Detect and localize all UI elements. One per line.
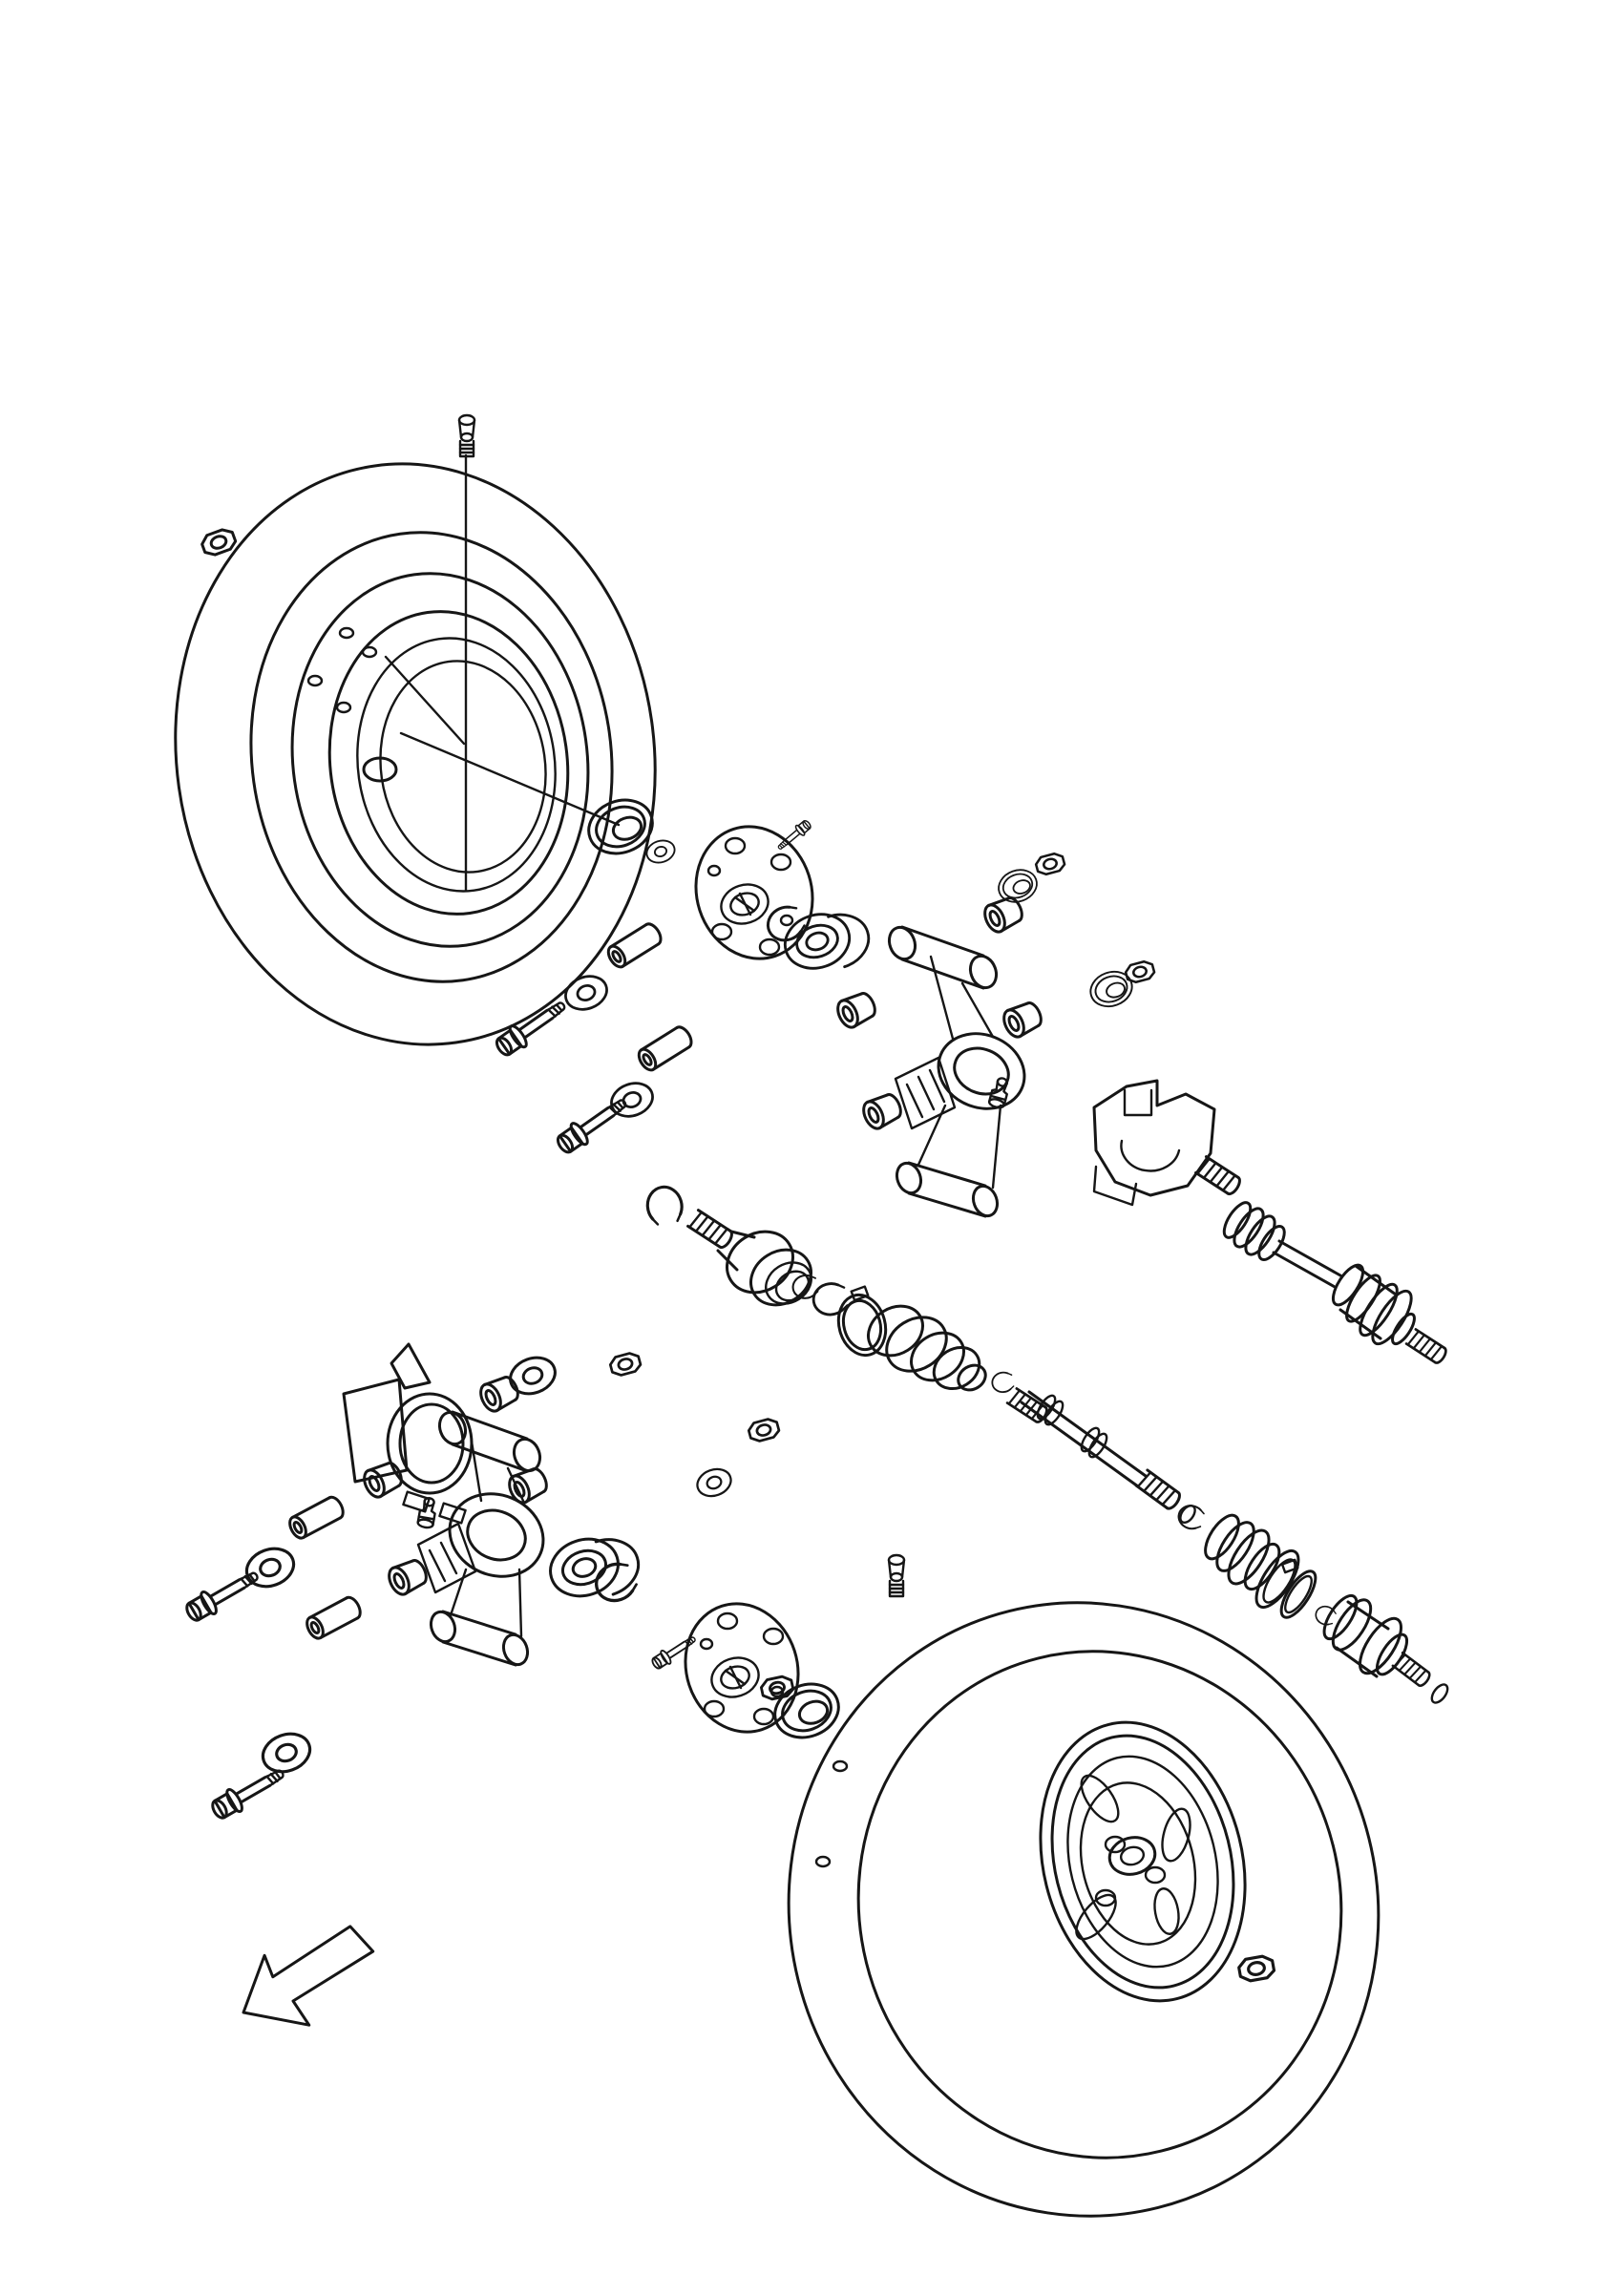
washer-35-d (693, 1464, 734, 1501)
cv-joint-outer-a (1318, 1590, 1451, 1705)
flange-nut-41-right (1125, 959, 1156, 984)
bolt-36-a (182, 1565, 263, 1626)
axle-guard-14 (1094, 1081, 1214, 1205)
bolt-40-b (554, 1092, 632, 1157)
bearing-28-lower (543, 1525, 646, 1611)
upper-knuckle-arm (885, 924, 1036, 1220)
bushing-31-b (1001, 999, 1045, 1040)
ring-j (812, 1281, 849, 1317)
front-hub-11 (679, 811, 829, 974)
valve-stem-3 (889, 1555, 904, 1596)
axle-shaft-lower-f (1022, 1392, 1198, 1526)
collar-34-a (286, 1494, 346, 1540)
circlip-m (644, 1185, 685, 1226)
bushing-31-c (834, 989, 879, 1030)
bushing-31-e (477, 1373, 522, 1414)
washer-35-a (505, 1352, 559, 1400)
rear-hub-7 (669, 1589, 814, 1746)
valve-stem-icon (459, 415, 474, 456)
bearing-holder-10 (344, 1344, 472, 1523)
boot-clamp-i (833, 1287, 893, 1361)
nut-37-right (748, 1417, 781, 1443)
collar-38-b (636, 1024, 695, 1073)
cv-joint-inner-l (688, 1211, 822, 1317)
boot-clamp-g (991, 1371, 1015, 1394)
bushing-31-d (860, 1090, 905, 1131)
cv-boot-h (859, 1296, 990, 1397)
bearing-28-front (778, 900, 875, 982)
seal-39-right (1086, 966, 1137, 1012)
axle-shaft-upper-14 (1196, 1157, 1448, 1365)
bushing-31-a (981, 894, 1026, 935)
rear-wheel (724, 1540, 1443, 2279)
washer-39-c (561, 971, 612, 1015)
fwd-arrow-icon (225, 1912, 390, 2049)
wheel-seal-33-front (581, 791, 660, 862)
boot-clamp-c (1275, 1560, 1322, 1623)
washer-35-c (258, 1728, 315, 1779)
bolt-40-a (493, 995, 571, 1060)
wheel-stud-8 (649, 1632, 698, 1672)
flange-nut-41-upper (1035, 852, 1066, 876)
lug-nut-9 (1237, 1955, 1275, 1983)
lower-knuckle-arm (418, 1409, 556, 1669)
bolt-36-b (208, 1762, 288, 1823)
nut-37-left (609, 1351, 643, 1377)
collar-34-b (304, 1594, 363, 1640)
